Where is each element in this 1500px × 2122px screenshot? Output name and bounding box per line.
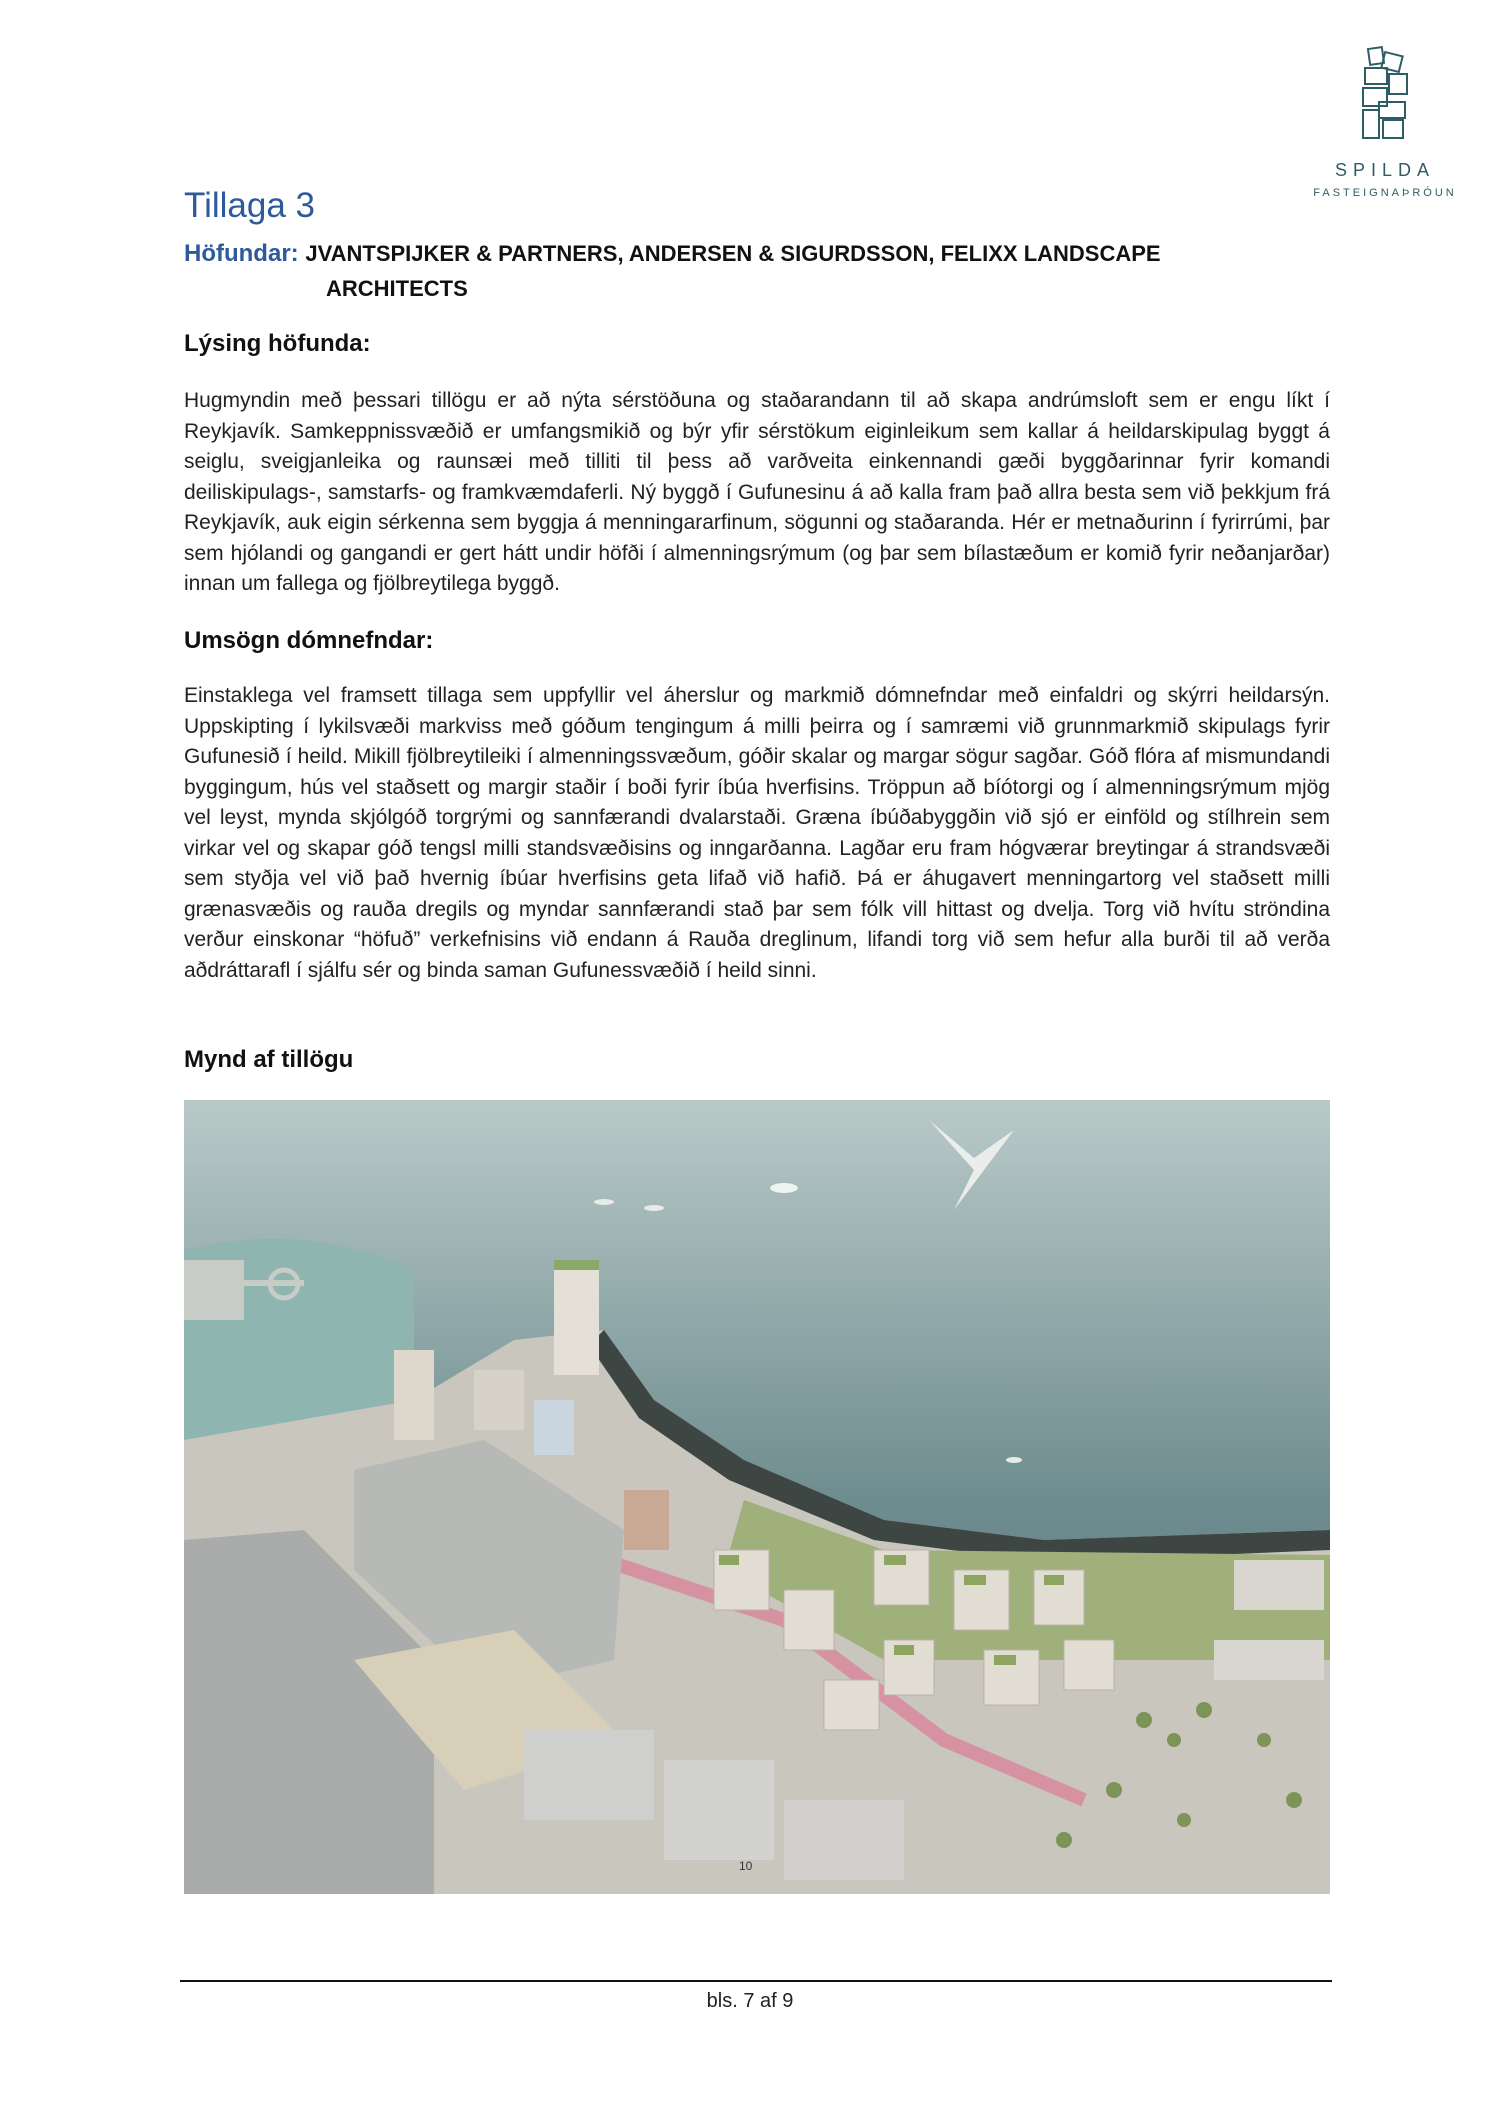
page-title: Tillaga 3	[184, 186, 315, 225]
authors-line-1: JVANTSPIJKER & PARTNERS, ANDERSEN & SIGURDSSON, FELIXX LANDSCAPE	[305, 241, 1161, 266]
block-number-label: 10	[739, 1859, 753, 1873]
jury-heading: Umsögn dómnefndar:	[184, 627, 434, 654]
authors-colon: :	[290, 240, 306, 267]
footer-divider	[180, 1980, 1332, 1982]
description-text: Hugmyndin með þessari tillögu er að nýta sérstöðuna og staðarandann til að skapa andrúmsloft sem er engu líkt í Reykjavík. Samkeppnissvæðið er umfangsmikið og býr yfir sérstökum eiginleikum sem kallar á heildarskipulag byggt á seiglu, sveigjanleika og raunsæi með tilliti til þess að varðveita einkennandi gæði byggðarinnar fyrir komandi deiliskipulags-, samstarfs- og framkvæmdaferli. Ný byggð í Gufunesinu á að kalla fram það allra besta sem við þekkjum frá Reykjavík, auk eigin sérkenna sem byggja á menningararfinum, sögunni og staðaranda. Hér er metnaðurinn í fyrirrúmi, þar sem hjólandi og gangandi er gert hátt undir höfði í almenningsrýmum (og þar sem bílastæðum er komið fyrir neðanjarðar) innan um fallega og fjölbreytilega byggð.	[184, 389, 1330, 595]
logo-subtitle: FASTEIGNAÞRÓUN	[1313, 187, 1457, 199]
description-heading: Lýsing höfunda:	[184, 330, 371, 357]
authors-label: Höfundar	[184, 240, 291, 267]
authors-block	[184, 240, 1334, 302]
authors-line-2: ARCHITECTS	[326, 276, 468, 301]
proposal-aerial-image	[184, 1100, 1330, 1894]
logo-name: SPILDA	[1334, 160, 1436, 180]
building-blocks-logo-icon	[1355, 46, 1415, 142]
company-logo	[1295, 46, 1475, 199]
jury-text: Einstaklega vel framsett tillaga sem uppfyllir vel áherslur og markmið dómnefndar með einfaldri og skýrri heildarsýn. Uppskipting í lykilsvæði markviss með góðum tengingum á milli þeirra og í samræmi við grunnmarkmið skipulags fyrir Gufunesið í heild. Mikill fjölbreytileiki í almenningssvæðum, góðir skalar og margar sögur sagðar. Góð flóra af mismundandi byggingum, hús vel staðsett og margir staðir í boði fyrir íbúa hverfisins. Tröppun að bíótorgi og í almenningsrýmum mjög vel leyst, mynda skjólgóð torgrými og sannfærandi dvalarstaði. Græna íbúðabyggðin við sjó er einföld og stílhrein sem virkar vel og skapar góð tengsl milli standsvæðisins og inngarðanna. Lagðar eru fram hógværar breytingar á strandsvæði sem styðja vel við það hvernig íbúar hverfisins geta lifað við hafið. Þá er áhugavert menningartorg vel staðsett milli grænasvæðis og rauða dregils og myndar sannfærandi stað þar sem fólk vill hittast og dvelja. Torg við hvítu ströndina verður einskonar “höfuð” verkefnisins við endann á Rauða dreglinum, lifandi torg við sem hefur alla burði til að verða aðdráttarafl í sjálfu sér og binda saman Gufunessvæðið í heild sinni.	[184, 684, 1330, 982]
page-number: bls. 7 af 9	[706, 1990, 794, 2012]
image-heading: Mynd af tillögu	[184, 1046, 354, 1073]
aerial-illustration	[184, 1100, 1330, 1894]
